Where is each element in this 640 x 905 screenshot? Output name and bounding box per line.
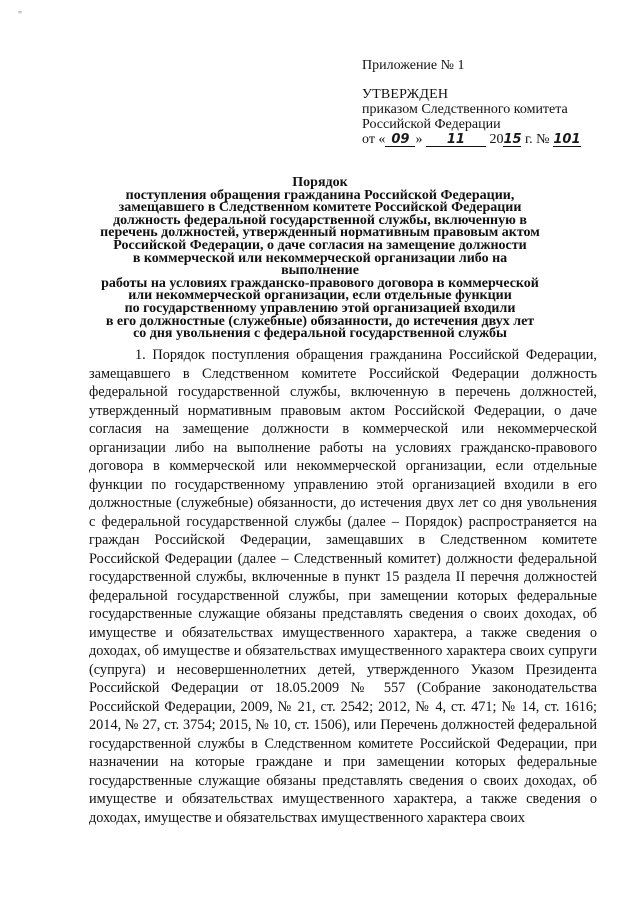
- handwritten-year: 15: [503, 132, 522, 147]
- title-line: замещавшего в Следственном комитете Российской Федерации: [118, 200, 522, 216]
- title-line: со дня увольнения с федеральной государственной службы: [133, 326, 507, 342]
- title-line: должность федеральной государственной службы, включенную в: [113, 212, 527, 228]
- year-prefix: 20: [489, 132, 504, 147]
- approval-block: [362, 58, 624, 147]
- order-by-line: приказом Следственного комитета: [362, 102, 568, 117]
- title-line: в коммерческой или некоммерческой организации либо на выполнение: [132, 250, 508, 279]
- date-prefix: от «: [362, 132, 386, 147]
- handwritten-order-number: 101: [553, 132, 581, 147]
- title-line: поступления обращения гражданина Российской Федерации,: [125, 187, 515, 203]
- approved-label: УТВЕРЖДЕН: [362, 87, 449, 102]
- document-title: [96, 177, 544, 341]
- body-paragraph-1: 1. Порядок поступления обращения гражданина Российской Федерации, замещавшего в Следственном комитете Российской Федерации должность федеральной государственной службы, включенную в перечень должностей, утвержденный нормативным правовым актом Российской Федерации, о даче согласия на замещение должности в коммерческой или некоммерческой организации либо на выполнение работы на условиях гражданско-правового договора в коммерческой или некоммерческой организации, если отдельные функции по государственному управлению этой организацией входили в его должностные (служебные) обязанности, до истечения двух лет со дня увольнения с федеральной государственной службы (далее – Порядок) распространяется на граждан Российской Федерации, замещавших в Следственном комитете Российской Федерации (далее – Следственный комитет) должности федеральной государственной службы, включенные в пункт 15 раздела II перечня должностей федеральной государственной службы, при замещении которых федеральные государственные служащие обязаны представлять сведения о своих доходах, об имуществе и обязательствах имущественного характера, а также сведения о доходах, об имуществе и обязательствах имущественного характера своих супруги (супруга) и несовершеннолетних детей, утвержденного Указом Президента Российской Федерации от 18.05.2009 № 557 (Собрание законодательства Российской Федерации, 2009, № 21, ст. 2542; 2012, № 4, ст. 471; № 14, ст. 1616; 2014, № 27, ст. 3754; 2015, № 10, ст. 1506), или Перечень должностей федеральной государственной службы в Следственном комитете Российской Федерации, при назначении на которые граждане и при замещении которых федеральные государственные служащие обязаны представлять сведения о своих доходах, об имуществе и обязательствах имущественного характера, а также сведения о доходах, имуществе и обязательствах имущественного характера своих: [89, 347, 597, 826]
- title-heading: Порядок: [292, 175, 348, 190]
- handwritten-day: 09: [385, 133, 415, 147]
- title-line: Российской Федерации, о даче согласия на замещение должности: [113, 237, 527, 253]
- order-date-line: [362, 132, 624, 147]
- title-line: в его должностные (служебные) обязанности, до истечения двух лет: [105, 313, 535, 329]
- organization-line: Российской Федерации: [362, 117, 501, 132]
- handwritten-month: 11: [426, 133, 486, 147]
- title-line: работы на условиях гражданско-правового договора в коммерческой: [101, 275, 539, 291]
- title-line: или некоммерческой организации, если отдельные функции: [128, 288, 512, 304]
- scan-corner-mark: ": [18, 10, 23, 21]
- year-tail: г. №: [524, 132, 550, 147]
- date-mid: »: [415, 132, 423, 147]
- title-line: перечень должностей, утвержденный нормативным правовым актом: [100, 225, 540, 241]
- appendix-label: Приложение № 1: [362, 58, 465, 73]
- title-line: по государственному управлению этой организацией входили: [124, 300, 516, 316]
